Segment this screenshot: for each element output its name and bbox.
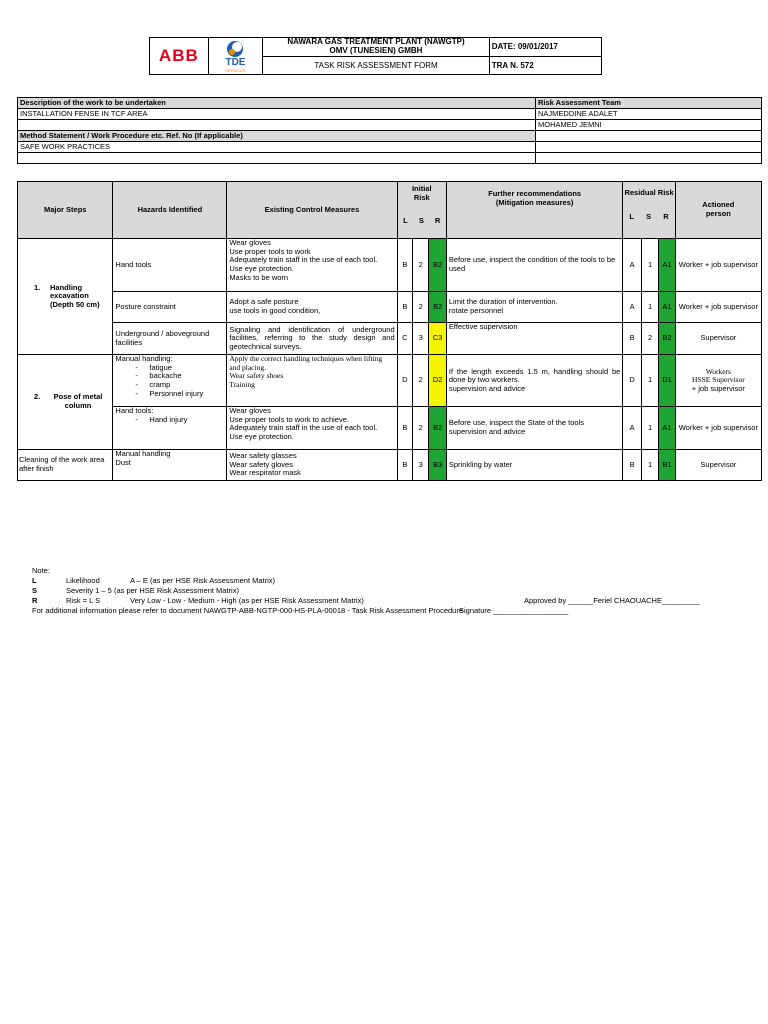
actioned-person: Supervisor <box>675 450 761 481</box>
header-controls: Existing Control Measures <box>227 182 397 239</box>
controls-cell: Wear safety glasses Wear safety gloves Wear respirator mask <box>227 450 397 481</box>
table-row <box>18 450 762 481</box>
additional-info: For additional information please refer to document NAWGTP-ABB-NGTP-000-HS-PLA-00018 - Task Risk Assessment Procedure <box>32 606 464 615</box>
hazard-cell: Posture constraint <box>113 292 227 323</box>
actioned-person: Supervisor <box>675 323 761 355</box>
hazard-cell: Manual handling Dust <box>113 450 227 481</box>
tde-logo-icon <box>225 40 245 58</box>
plant-name: NAWARA GAS TREATMENT PLANT (NAWGTP) OMV (TUNESIEN) GMBH <box>263 38 490 57</box>
controls-cell: Apply the correct handling techniques when lifting and placing. Wear safety shoes Training <box>227 355 397 407</box>
residual-s: 1 <box>641 239 658 292</box>
initial-s: 2 <box>413 292 429 323</box>
table-header-row <box>18 182 762 239</box>
residual-r: A1 <box>659 292 675 323</box>
initial-r: B2 <box>429 407 446 450</box>
hazard-cell: Underground / aboveground facilities <box>113 323 227 355</box>
header-hazards: Hazards Identified <box>113 182 227 239</box>
hazard-cell: Manual handling: - fatigue - backache - cramp - Personnel injury <box>113 355 227 407</box>
initial-s: 2 <box>413 239 429 292</box>
note-label-l: Likelihood <box>66 576 100 585</box>
method-label: Method Statement / Work Procedure etc. Ref. No (If applicable) <box>18 131 536 142</box>
residual-l: A <box>623 239 641 292</box>
initial-r: C3 <box>429 323 446 355</box>
risk-table <box>17 181 762 481</box>
table-row <box>18 407 762 450</box>
actioned-person: Workers HSSE Supervisor + job supervisor <box>675 355 761 407</box>
residual-r: B2 <box>659 323 675 355</box>
initial-s: 3 <box>413 450 429 481</box>
further-cell: Limit the duration of intervention. rotate personnel <box>446 292 622 323</box>
residual-s: 1 <box>641 355 658 407</box>
controls-cell: Signaling and identification of underground facilities, referring to the study design and geotechnical surveys. <box>227 323 397 355</box>
residual-l: A <box>623 292 641 323</box>
initial-l: D <box>397 355 412 407</box>
initial-l: B <box>397 239 412 292</box>
abb-logo: ABB <box>158 46 199 66</box>
work-label: Description of the work to be undertaken <box>18 98 536 109</box>
residual-s: 2 <box>641 323 658 355</box>
abb-logo-cell <box>150 38 209 75</box>
controls-cell: Wear gloves Use proper tools to work to achieve. Adequately train staff in the use of each tool. Use eye protection. <box>227 407 397 450</box>
residual-s: 1 <box>641 292 658 323</box>
residual-l: A <box>623 407 641 450</box>
initial-s: 2 <box>413 355 429 407</box>
initial-r: D2 <box>429 355 446 407</box>
residual-s: 1 <box>641 407 658 450</box>
header-major-steps: Major Steps <box>18 182 113 239</box>
work-value: INSTALLATION FENSE IN TCF AREA <box>18 109 536 120</box>
residual-r: A1 <box>659 407 675 450</box>
residual-r: A1 <box>659 239 675 292</box>
header-further: Further recommendations (Mitigation measures) <box>446 182 622 239</box>
team-label: Risk Assessment Team <box>536 98 762 109</box>
initial-r: B2 <box>429 292 446 323</box>
note-label-r: Risk = L S <box>66 596 101 605</box>
actioned-person: Worker + job supervisor <box>675 292 761 323</box>
signature-line: Signature __________________ <box>459 606 569 615</box>
form-title: TASK RISK ASSESSMENT FORM <box>263 56 490 74</box>
header-initial-risk: Initial Risk L S R <box>397 182 446 239</box>
residual-l: B <box>623 323 641 355</box>
approved-by: Approved by ______Feriel CHAOUACHE_________ <box>524 596 700 605</box>
initial-l: B <box>397 450 412 481</box>
form-date: DATE: 09/01/2017 <box>489 38 601 57</box>
step-1: 1. Handling excavation (Depth 50 cm) <box>18 239 113 355</box>
further-cell: Effective supervision <box>446 323 622 355</box>
tde-logo-text: TDE <box>225 57 246 69</box>
team-member: MOHAMED JEMNI <box>536 120 762 131</box>
initial-l: B <box>397 407 412 450</box>
tra-number: TRA N. 572 <box>489 56 601 74</box>
controls-cell: Adopt a safe posture use tools in good condition, <box>227 292 397 323</box>
initial-s: 3 <box>413 323 429 355</box>
tde-logo-cell <box>208 38 263 75</box>
residual-l: B <box>623 450 641 481</box>
initial-l: C <box>397 323 412 355</box>
form-header <box>149 37 602 75</box>
controls-cell: Wear gloves Use proper tools to work Adequately train staff in the use of each tool. Use eye protection. Masks to be worn <box>227 239 397 292</box>
header-residual-risk: Residual Risk L S R <box>623 182 675 239</box>
actioned-person: Worker + job supervisor <box>675 407 761 450</box>
residual-r: D1 <box>659 355 675 407</box>
initial-r: B2 <box>429 239 446 292</box>
hazard-cell: Hand tools <box>113 239 227 292</box>
further-cell: Before use, inspect the State of the tools supervision and advice <box>446 407 622 450</box>
team-member: NAJMEDDINE ADALET <box>536 109 762 120</box>
initial-l: B <box>397 292 412 323</box>
residual-s: 1 <box>641 450 658 481</box>
tde-logo-sub: SERVICES <box>225 68 246 74</box>
work-description <box>17 97 762 164</box>
initial-s: 2 <box>413 407 429 450</box>
residual-r: B1 <box>659 450 675 481</box>
note-key-s: S <box>32 586 38 595</box>
further-cell: If the length exceeds 1.5 m, handling should be done by two workers. supervision and advice <box>446 355 622 407</box>
note-desc-l: A – E (as per HSE Risk Assessment Matrix) <box>130 576 276 585</box>
table-row <box>18 292 762 323</box>
hazard-cell: Hand tools: - Hand injury <box>113 407 227 450</box>
method-value: SAFE WORK PRACTICES <box>18 142 536 153</box>
header-actioned: Actioned person <box>675 182 761 239</box>
residual-l: D <box>623 355 641 407</box>
table-row <box>18 355 762 407</box>
table-row <box>18 239 762 292</box>
further-cell: Sprinkling by water <box>446 450 622 481</box>
note-desc-s: Severity 1 – 5 (as per HSE Risk Assessment Matrix) <box>66 586 239 595</box>
actioned-person: Worker + job supervisor <box>675 239 761 292</box>
initial-r: B3 <box>429 450 446 481</box>
notes-section <box>32 566 752 616</box>
note-desc-r: Very Low - Low - Medium - High (as per HSE Risk Assessment Matrix) <box>130 596 364 605</box>
step-2: 2. Pose of metal column <box>18 355 113 450</box>
table-row <box>18 323 762 355</box>
step-3: Cleaning of the work area after finish <box>18 450 113 481</box>
notes-title: Note: <box>32 566 50 575</box>
note-key-r: R <box>32 596 38 605</box>
note-key-l: L <box>32 576 37 585</box>
further-cell: Before use, inspect the condition of the tools to be used <box>446 239 622 292</box>
